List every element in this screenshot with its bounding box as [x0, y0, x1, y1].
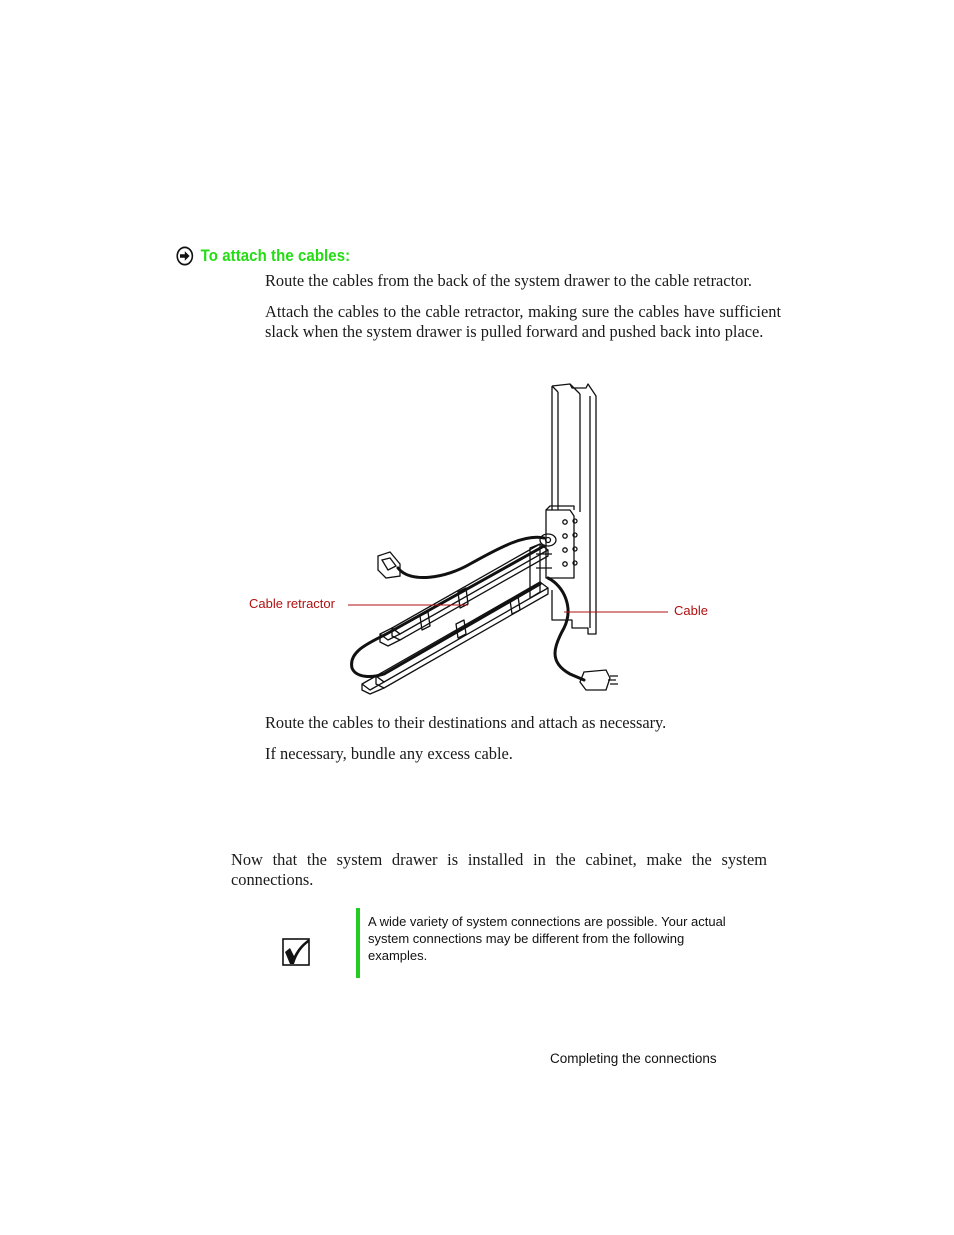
note-text: A wide variety of system connections are possible. Your actual system connections may be different from the following examples.	[368, 914, 726, 963]
checkmark-icon	[282, 938, 310, 966]
procedure-heading	[176, 244, 350, 268]
cable-retractor-figure	[240, 378, 720, 698]
procedure-heading-text: To attach the cables:	[200, 246, 351, 265]
callout-cable-retractor: Cable retractor	[249, 596, 335, 611]
intro-paragraph: Now that the system drawer is installed in the cabinet, make the system connections.	[231, 850, 767, 889]
callout-cable: Cable	[674, 603, 708, 618]
step-1: Route the cables from the back of the system drawer to the cable retractor.	[265, 271, 752, 290]
step-4: If necessary, bundle any excess cable.	[265, 744, 513, 763]
step-3: Route the cables to their destinations and attach as necessary.	[265, 713, 667, 732]
note-accent-bar	[356, 908, 360, 978]
step-2: Attach the cables to the cable retractor, making sure the cables have sufficient slack when the system drawer is pulled forward and pushed back into place.	[265, 302, 781, 341]
arrow-right-circle-icon	[176, 246, 194, 266]
footer-title: Completing the connections	[550, 1051, 717, 1066]
